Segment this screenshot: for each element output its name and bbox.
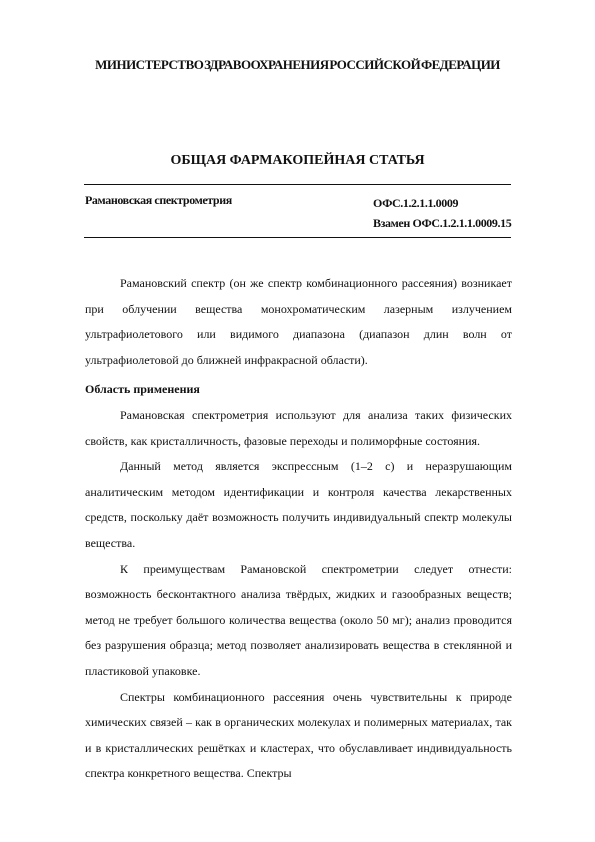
paragraph: Данный метод является экспрессным (1–2 с) и неразрушающим аналитическим методом идентификации и контроля качества лекарственных средств, поскольку даёт возможность получить индивидуальный спектр молекулы вещества. — [85, 459, 512, 550]
paragraph: Спектры комбинационного рассеяния очень чувствительны к природе химических связей – как в органических молекулах и полимерных материалах, так и в кристаллических решётках и кластерах, что обуславливает индивидуальность спектра конкретного вещества. Спектры — [85, 689, 512, 781]
paragraph: Рамановская спектрометрия используют для анализа таких физических свойств, как кристалличность, фазовые переходы и полиморфные состояния. — [85, 407, 512, 448]
intro-paragraph: Рамановский спектр (он же спектр комбинационного рассеяния) возникает при облучении вещества монохроматическим лазерным излучением ультрафиолетового или видимого диапазона (диапазон длин волн от ультрафиолетовой до ближней инфракрасной области). — [85, 276, 512, 367]
article-type-heading: ОБЩАЯ ФАРМАКОПЕЙНАЯ СТАТЬЯ — [170, 153, 425, 168]
bottom-divider — [84, 237, 511, 238]
monograph-title: Рамановская спектрометрия — [85, 193, 232, 207]
ministry-heading: МИНИСТЕРСТВО ЗДРАВООХРАНЕНИЯ РОССИЙСКОЙ ФЕДЕРАЦИИ — [95, 57, 500, 72]
top-divider — [84, 184, 511, 185]
paragraph: К преимуществам Рамановской спектрометрии следует отнести: возможность бесконтактного анализа твёрдых, жидких и газообразных веществ; метод не требует большого количества вещества (около 50 мг); анализ проводится без разрушения образца; метод позволяет анализировать вещества в стеклянной и пластиковой упаковке. — [85, 561, 512, 678]
monograph-codes — [373, 193, 511, 233]
monograph-code: ОФС.1.2.1.1.0009 — [373, 196, 459, 210]
body-text — [85, 271, 512, 787]
section-heading: Область применения — [85, 382, 200, 397]
monograph-replaces: Взамен ОФС.1.2.1.1.0009.15 — [373, 216, 512, 230]
